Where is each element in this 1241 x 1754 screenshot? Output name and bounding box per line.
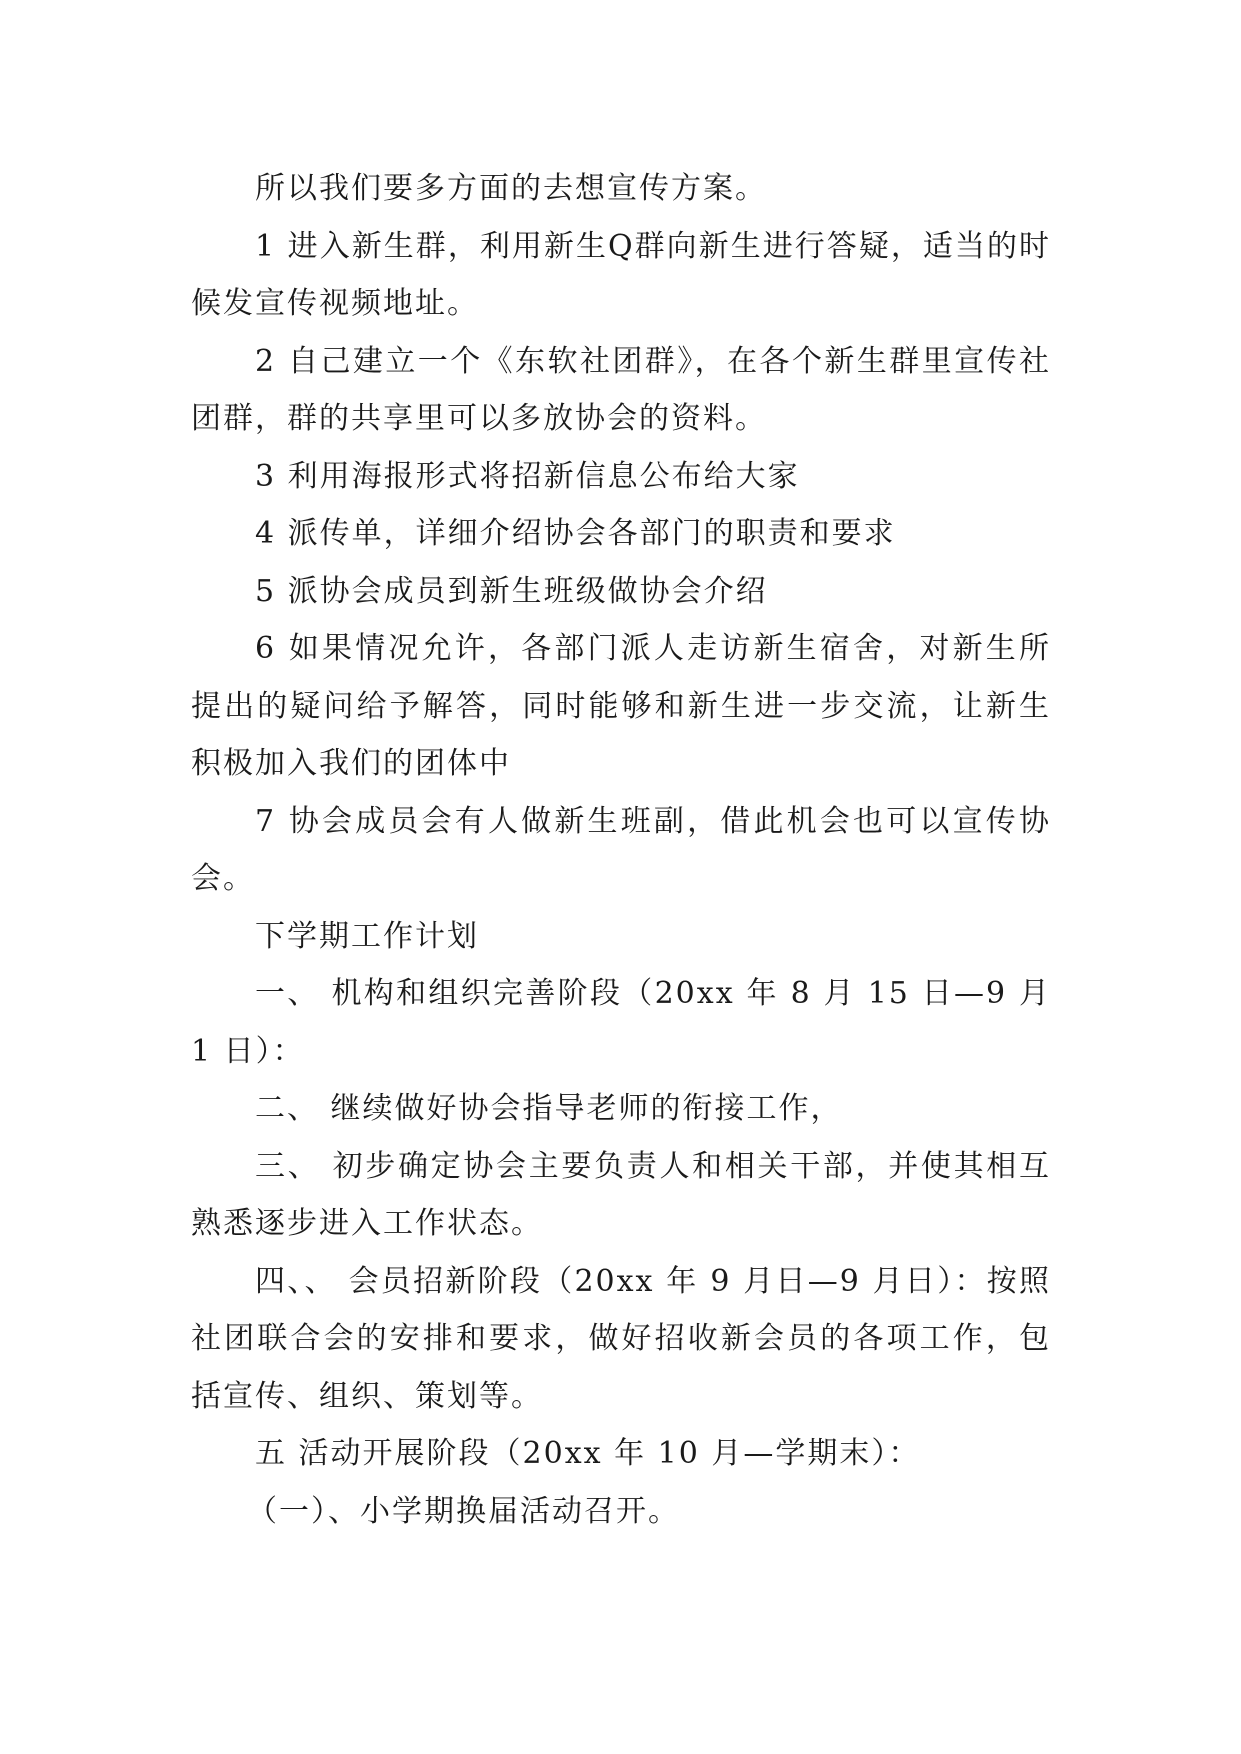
paragraph-4: 3 利用海报形式将招新信息公布给大家 xyxy=(255,458,800,494)
paragraph-6: 5 派协会成员到新生班级做协会介绍 xyxy=(255,573,768,609)
document-body xyxy=(191,160,1051,1540)
plan-item-5: 五 活动开展阶段（20xx 年 10 月—学期末）： xyxy=(255,1436,921,1471)
plan-item-4: 四、、 会员招新阶段（20xx 年 9 月日—9 月日）：按照社团联合会的安排和要求，做好招收新会员的各项工作，包括宣传、组织、策划等。 xyxy=(191,1263,1051,1414)
plan-item-1: 一、 机构和组织完善阶段（20xx 年 8 月 15 日—9 月 1 日）： xyxy=(191,976,1051,1069)
plan-item-3: 三、 初步确定协会主要负责人和相关干部，并使其相互熟悉逐步进入工作状态。 xyxy=(191,1148,1051,1241)
paragraph-8: 7 协会成员会有人做新生班副，借此机会也可以宣传协会。 xyxy=(191,803,1051,896)
plan-subitem-1: （一）、小学期换届活动召开。 xyxy=(247,1493,680,1529)
paragraph-2: 1 进入新生群，利用新生Q群向新生进行答疑，适当的时候发宣传视频地址。 xyxy=(191,228,1051,321)
paragraph-7: 6 如果情况允许，各部门派人走访新生宿舍，对新生所提出的疑问给予解答，同时能够和新生进一步交流，让新生积极加入我们的团体中 xyxy=(191,631,1051,781)
plan-item-2: 二、 继续做好协会指导老师的衔接工作， xyxy=(255,1091,843,1126)
section-heading: 下学期工作计划 xyxy=(255,918,479,954)
paragraph-5: 4 派传单，详细介绍协会各部门的职责和要求 xyxy=(255,516,896,551)
paragraph-1: 所以我们要多方面的去想宣传方案。 xyxy=(255,171,767,206)
paragraph-3: 2 自己建立一个《东软社团群》，在各个新生群里宣传社团群，群的共享里可以多放协会的资料。 xyxy=(191,343,1051,436)
